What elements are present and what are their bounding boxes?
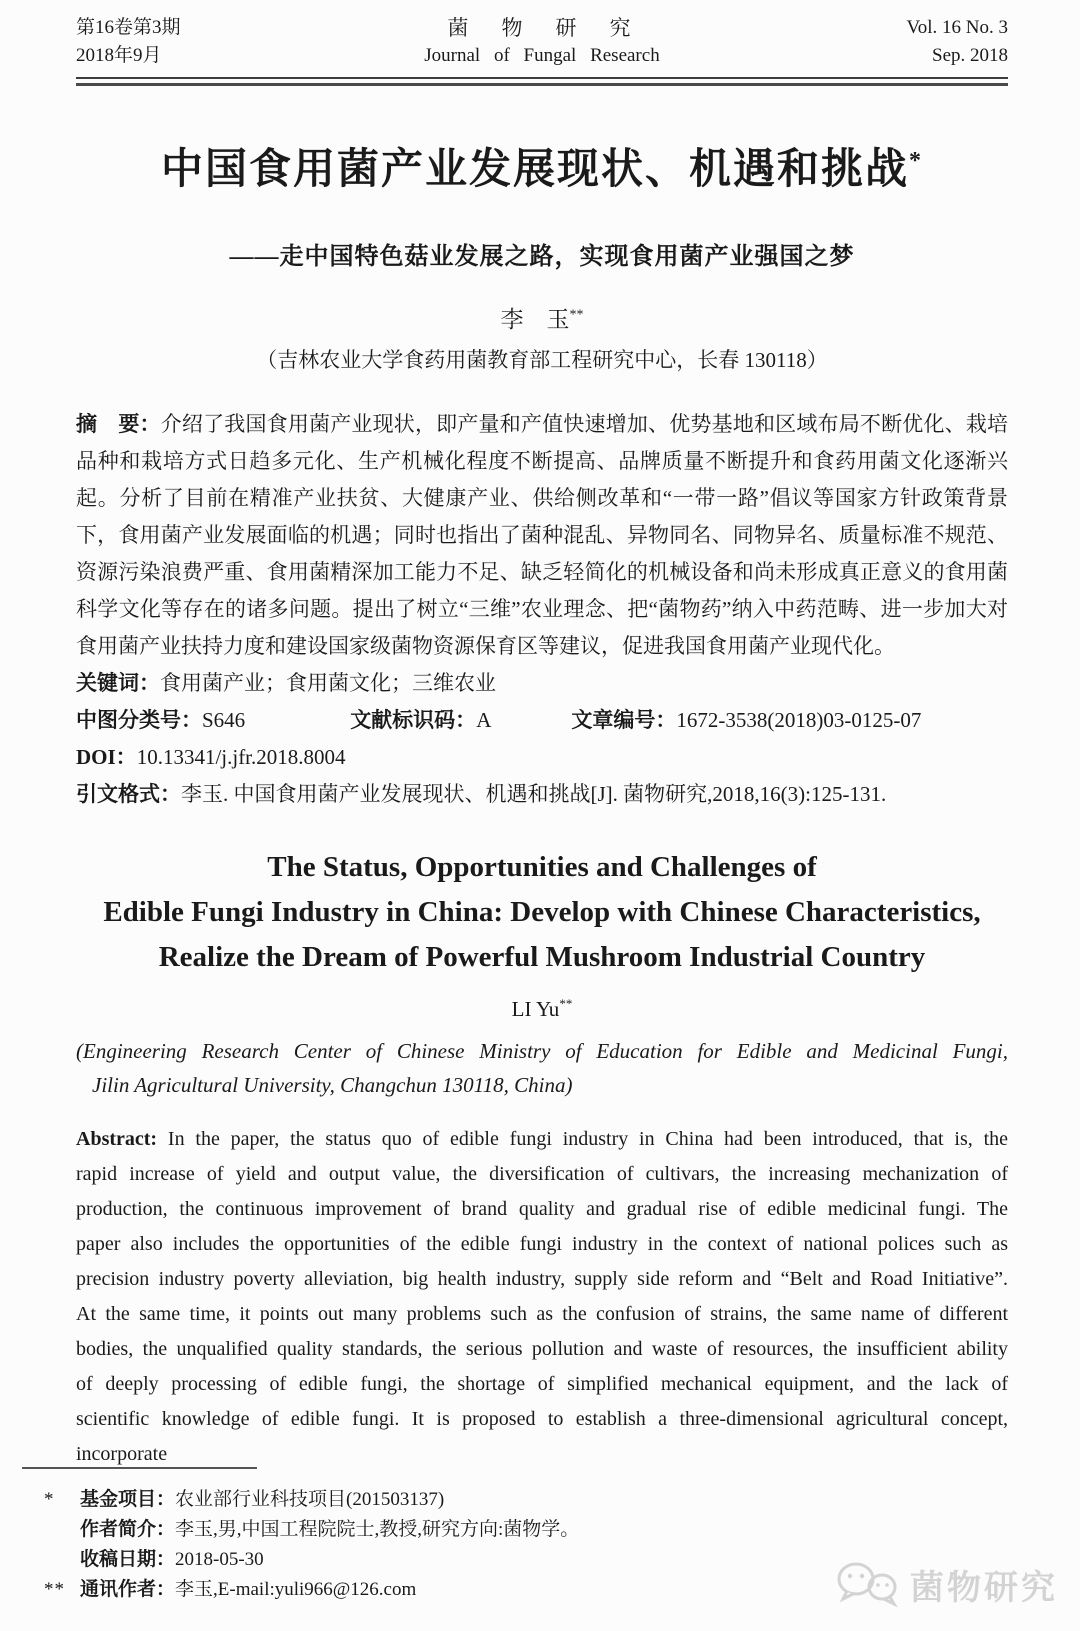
footnote-row-author-bio <box>0 1515 1080 1545</box>
volume-issue-zh: 第16卷第3期 <box>76 17 181 38</box>
article-title-zh-text: 中国食用菌产业发展现状、机遇和挑战 <box>160 147 909 193</box>
abstract-en <box>76 1122 1008 1472</box>
affiliation-en <box>76 1034 1008 1102</box>
journal-watermark <box>834 1559 1058 1609</box>
doc-code-item <box>350 702 491 739</box>
abstract-zh-label: 摘 要： <box>76 412 161 436</box>
keywords-label: 关键词： <box>76 671 160 695</box>
title-footnote-marker: * <box>909 148 923 174</box>
citation-line <box>76 776 1008 813</box>
journal-header <box>76 14 1008 70</box>
clc-item <box>76 702 245 739</box>
volume-issue-en: Vol. 16 No. 3 <box>906 17 1008 38</box>
author-name-zh-text: 李 玉 <box>500 307 570 332</box>
clc-label: 中图分类号： <box>76 708 202 732</box>
article-no-value: 1672-3538(2018)03-0125-07 <box>676 708 922 732</box>
header-center-column <box>266 14 818 70</box>
header-right-column <box>818 14 1008 70</box>
footnote-label: 基金项目： <box>80 1489 176 1510</box>
doi-value: 10.13341/j.jfr.2018.8004 <box>136 745 346 769</box>
footnote-marker: ** <box>44 1579 65 1600</box>
affiliation-zh: （吉林农业大学食药用菌教育部工程研究中心，长春 130118） <box>256 348 828 372</box>
journal-title-en: Journal of Fungal Research <box>424 45 660 66</box>
author-name-en <box>76 996 1008 1022</box>
citation-label: 引文格式： <box>76 782 181 806</box>
affiliation-en-line-1: (Engineering Research Center of Chinese Ministry of Education for Edible and Medicinal Fungi, <box>76 1039 1008 1063</box>
abstract-en-label: Abstract: <box>76 1128 158 1150</box>
footnote-label: 收稿日期： <box>80 1549 176 1570</box>
header-double-rule <box>76 77 1008 86</box>
keywords-value: 食用菌产业；食用菌文化；三维农业 <box>160 671 496 695</box>
footnote-rule <box>22 1467 257 1469</box>
doc-code-label: 文献标识码： <box>350 708 477 732</box>
article-title-en-line-2: Edible Fungi Industry in China: Develop with Chinese Characteristics, <box>103 896 981 928</box>
article-subtitle-zh: ——走中国特色菇业发展之路，实现食用菌产业强国之梦 <box>229 244 855 270</box>
footnote-text <box>80 1485 1080 1515</box>
footnote-text <box>80 1515 1080 1545</box>
clc-value: S646 <box>202 708 246 732</box>
article-title-zh <box>76 136 1008 196</box>
doc-code-value: A <box>476 708 492 732</box>
footnote-marker: * <box>44 1489 55 1510</box>
doi-label: DOI： <box>76 745 137 769</box>
abstract-zh <box>76 406 1008 665</box>
footnote-row-fund <box>0 1485 1080 1515</box>
keywords-line <box>76 665 1008 702</box>
citation-value: 李玉. 中国食用菌产业发展现状、机遇和挑战[J]. 菌物研究,2018,16(3):125-131. <box>181 782 887 806</box>
date-zh: 2018年9月 <box>76 45 162 66</box>
footnote-label: 通讯作者： <box>80 1579 176 1600</box>
article-title-en-line-1: The Status, Opportunities and Challenges of <box>267 851 817 883</box>
affiliation-en-line-2: Jilin Agricultural University, Changchun 130118, China) <box>92 1073 573 1097</box>
abstract-en-text: In the paper, the status quo of edible fungi industry in China had been introduced, that is, the rapid increase of yield and output value, the diversification of cultivars, the increasing mechanization of production, the continuous improvement of brand quality and gradual rise of edible medicinal fungi. The paper also includes the opportunities of the edible fungi industry in the context of national polices such as precision industry poverty alleviation, big health industry, supply side reform and “Belt and Road Initiative”. At the same time, it points out many problems such as the confusion of strains, the same name of different bodies, the unqualified quality standards, the serious pollution and waste of resources, the insufficient ability of deeply processing of edible fungi, the shortage of simplified mechanical equipment, and the lack of scientific knowledge of edible fungi. It is proposed to establish a three-dimensional agricultural concept, incorporate <box>76 1128 1009 1465</box>
abstract-zh-text: 介绍了我国食用菌产业现状，即产量和产值快速增加、优势基地和区域布局不断优化、栽培品种和栽培方式日趋多元化、生产机械化程度不断提高、品牌质量不断提升和食药用菌文化逐渐兴起。分析了目前在精准产业扶贫、大健康产业、供给侧改革和“一带一路”倡议等国家方针政策背景下，食用菌产业发展面临的机遇；同时也指出了菌种混乱、异物同名、同物异名、质量标准不规范、资源污染浪费严重、食用菌精深加工能力不足、缺乏轻简化的机械设备和尚未形成真正意义的食用菌科学文化等存在的诸多问题。提出了树立“三维”农业理念、把“菌物药”纳入中药范畴、进一步加大对食用菌产业扶持力度和建设国家级菌物资源保育区等建议，促进我国食用菌产业现代化。 <box>76 412 1009 658</box>
doi-line <box>76 739 1008 776</box>
footnote-marker <box>44 1515 80 1545</box>
author-note-marker: ** <box>569 307 584 323</box>
article-no-label: 文章编号： <box>571 708 677 732</box>
classification-line <box>76 702 1008 739</box>
journal-title-zh: 菌 物 研 究 <box>447 16 637 40</box>
footnote-label: 作者简介： <box>80 1519 176 1540</box>
footnote-marker <box>44 1545 80 1575</box>
article-title-en-line-3: Realize the Dream of Powerful Mushroom Industrial Country <box>158 941 926 973</box>
footnote-value: 2018-05-30 <box>175 1549 264 1570</box>
footnote-value: 李玉,男,中国工程院院士,教授,研究方向:菌物学。 <box>175 1519 580 1540</box>
footnote-value: 农业部行业科技项目(201503137) <box>175 1489 445 1510</box>
watermark-text: 菌物研究 <box>910 1569 1058 1607</box>
header-left-column <box>76 14 266 70</box>
wechat-bubbles-icon <box>834 1559 902 1609</box>
footnote-value: 李玉,E-mail:yuli966@126.com <box>175 1579 417 1600</box>
author-en-note-marker: ** <box>559 996 573 1011</box>
author-name-zh <box>76 301 1008 334</box>
chinese-meta-section <box>76 406 1008 813</box>
author-name-en-text: LI Yu <box>511 997 560 1021</box>
article-no-item <box>571 702 921 739</box>
date-en: Sep. 2018 <box>932 45 1008 66</box>
article-title-en <box>76 845 1008 980</box>
